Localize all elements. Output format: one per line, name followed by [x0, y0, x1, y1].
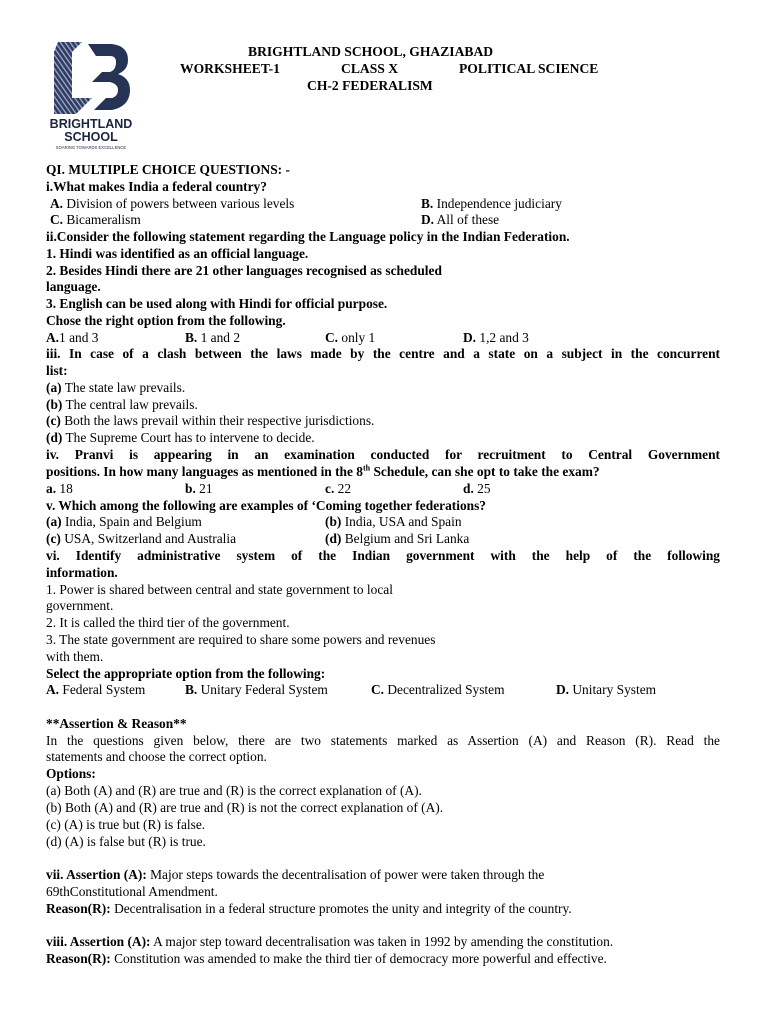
q6-option-b: B. Unitary Federal System: [185, 682, 328, 697]
q6-question: vi. Identify administrative system of the Indian government with the help of the following: [46, 548, 720, 563]
q1-question: i.What makes India a federal country?: [46, 179, 267, 194]
q3-option-a: (a) The state law prevails.: [46, 380, 186, 395]
section-heading-mcq: QI. MULTIPLE CHOICE QUESTIONS: -: [46, 162, 290, 177]
q2-option-a: A.1 and 3: [46, 330, 99, 345]
ar-option-c: (c) (A) is true but (R) is false.: [46, 817, 206, 832]
q2-option-c: C. only 1: [325, 330, 376, 345]
q6-option-c: C. Decentralized System: [371, 682, 505, 697]
q3-question-cont: list:: [46, 363, 68, 378]
svg-text:SCHOOL: SCHOOL: [64, 130, 118, 144]
q2-statement-3: 3. English can be used along with Hindi for official purpose.: [46, 296, 388, 311]
q2-instruction: Chose the right option from the following.: [46, 313, 286, 328]
brightland-school-logo: [48, 40, 134, 152]
q5-option-a: (a) India, Spain and Belgium: [46, 514, 202, 529]
ar-intro-cont: statements and choose the correct option.: [46, 749, 267, 764]
q4-question: iv. Pranvi is appearing in an examination conducted for recruitment to Central Government: [46, 447, 720, 462]
q1-option-c: C. Bicameralism: [50, 212, 141, 227]
q2-statement-2: 2. Besides Hindi there are 21 other languages recognised as scheduled: [46, 263, 442, 278]
q8-reason: Reason(R): Constitution was amended to make the third tier of democracy more powerful and effective.: [46, 951, 607, 966]
q7-assertion: vii. Assertion (A): Major steps towards the decentralisation of power were taken through the: [46, 867, 545, 882]
q1-option-b: B. Independence judiciary: [421, 196, 562, 211]
q8-assertion: viii. Assertion (A): A major step toward decentralisation was taken in 1992 by amending the constitution.: [46, 934, 614, 949]
worksheet-label: WORKSHEET-1: [180, 61, 280, 76]
q2-statement-2-cont: language.: [46, 279, 101, 294]
q6-option-d: D. Unitary System: [556, 682, 657, 697]
q6-question-cont: information.: [46, 565, 118, 580]
q1-option-d: D. All of these: [421, 212, 500, 227]
q6-statement-1-cont: government.: [46, 598, 114, 613]
q5-option-c: (c) USA, Switzerland and Australia: [46, 531, 237, 546]
q3-option-b: (b) The central law prevails.: [46, 397, 198, 412]
ar-options-label: Options:: [46, 766, 96, 781]
q2-option-d: D. 1,2 and 3: [463, 330, 529, 345]
assertion-reason-heading: **Assertion & Reason**: [46, 716, 187, 731]
q5-option-b: (b) India, USA and Spain: [325, 514, 462, 529]
ar-intro: In the questions given below, there are two statements marked as Assertion (A) and Reason (R). Read the: [46, 733, 720, 748]
q3-question: iii. In case of a clash between the laws made by the centre and a state on a subject in the concurrent: [46, 346, 720, 361]
q7-assertion-cont: 69thConstitutional Amendment.: [46, 884, 218, 899]
q4-option-c: c. 22: [325, 481, 352, 496]
school-name: BRIGHTLAND SCHOOL, GHAZIABAD: [248, 44, 494, 59]
svg-text:SOARING TOWARDS EXCELLENCE: SOARING TOWARDS EXCELLENCE: [55, 145, 127, 150]
q3-option-c: (c) Both the laws prevail within their respective jurisdictions.: [46, 413, 375, 428]
q6-statement-1: 1. Power is shared between central and state government to local: [46, 582, 393, 597]
q6-option-a: A. Federal System: [46, 682, 146, 697]
q4-option-b: b. 21: [185, 481, 213, 496]
q3-option-d: (d) The Supreme Court has to intervene to decide.: [46, 430, 315, 445]
q4-question-cont: positions. In how many languages as mentioned in the 8th Schedule, can she opt to take the exam?: [46, 463, 600, 479]
q6-instruction: Select the appropriate option from the following:: [46, 666, 326, 681]
ar-option-a: (a) Both (A) and (R) are true and (R) is the correct explanation of (A).: [46, 783, 422, 798]
chapter-label: CH-2 FEDERALISM: [307, 78, 433, 93]
q4-option-a: a. 18: [46, 481, 73, 496]
q2-option-b: B. 1 and 2: [185, 330, 241, 345]
svg-text:BRIGHTLAND: BRIGHTLAND: [49, 117, 133, 131]
ar-option-d: (d) (A) is false but (R) is true.: [46, 834, 206, 849]
q4-option-d: d. 25: [463, 481, 491, 496]
class-label: CLASS X: [341, 61, 399, 76]
q1-option-a: A. Division of powers between various levels: [50, 196, 295, 211]
q5-question: v. Which among the following are examples of ‘Coming together federations?: [46, 498, 487, 513]
q6-statement-3-cont: with them.: [46, 649, 104, 664]
subject-label: POLITICAL SCIENCE: [459, 61, 599, 76]
q6-statement-2: 2. It is called the third tier of the government.: [46, 615, 290, 630]
q7-reason: Reason(R): Decentralisation in a federal structure promotes the unity and integrity of the country.: [46, 901, 572, 916]
q2-question: ii.Consider the following statement regarding the Language policy in the Indian Federation.: [46, 229, 570, 244]
q2-statement-1: 1. Hindi was identified as an official language.: [46, 246, 309, 261]
q5-option-d: (d) Belgium and Sri Lanka: [325, 531, 470, 546]
q6-statement-3: 3. The state government are required to share some powers and revenues: [46, 632, 436, 647]
ar-option-b: (b) Both (A) and (R) are true and (R) is not the correct explanation of (A).: [46, 800, 444, 815]
